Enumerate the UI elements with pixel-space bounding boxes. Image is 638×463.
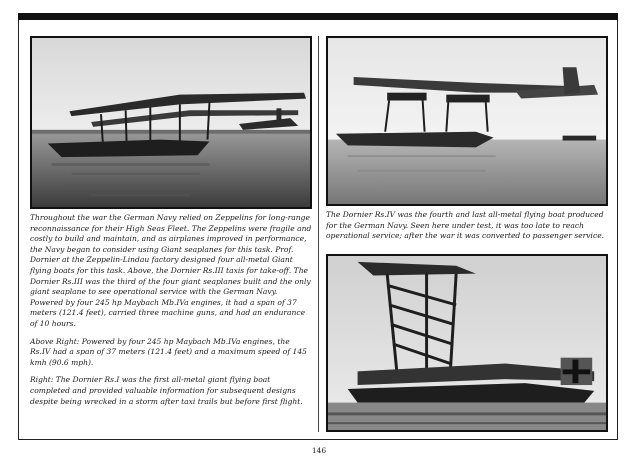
page-top-rule <box>18 13 618 20</box>
caption-right <box>326 210 608 249</box>
photo-dornier-rs3 <box>30 36 312 209</box>
caption-rs1: Right: The Dornier Rs.I was the first all-metal giant flying boat completed and provided valuable information for subsequent designs despite being wrecked in a storm after taxi trails but before first flight. <box>30 375 303 406</box>
caption-left <box>30 213 312 414</box>
photo-dornier-rs4 <box>326 36 608 206</box>
photo-dornier-rs1 <box>326 254 608 432</box>
caption-rs4-specs: Above Right: Powered by four 245 hp Maybach Mb.IVa engines, the Rs.IV had a span of 37 meters (121.4 feet) and a maximum speed of 145 kmh (90.6 mph). <box>30 336 307 367</box>
page-number: 146 <box>311 446 327 455</box>
caption-rs3: Throughout the war the German Navy relied on Zeppelins for long-range reconnaissance for their High Seas Fleet. The Zeppelins were fragile and costly to build and maintain, and as airplanes improved in performance, the Navy began to consider using Giant seaplanes for this task. Prof. Dornier at the Zeppelin-Lindau factory designed four all-metal Giant flying boats for this task. Above, the Dornier Rs.III taxis for take-off. The Dornier Rs.III was the third of the four giant seaplanes built and the only giant seaplane to see operational service with the German Navy. Powered by four 245 hp Maybach Mb.IVa engines, it had a span of 37 meters (121.4 feet), carried three machine guns, and had an endurance of 10 hours. <box>30 213 312 328</box>
column-divider <box>318 36 319 432</box>
caption-rs4: The Dornier Rs.IV was the fourth and last all-metal flying boat produced for the German Navy. Seen here under test, it was too late to reach operational service; after the war it was converted to passenger service. <box>326 210 605 241</box>
